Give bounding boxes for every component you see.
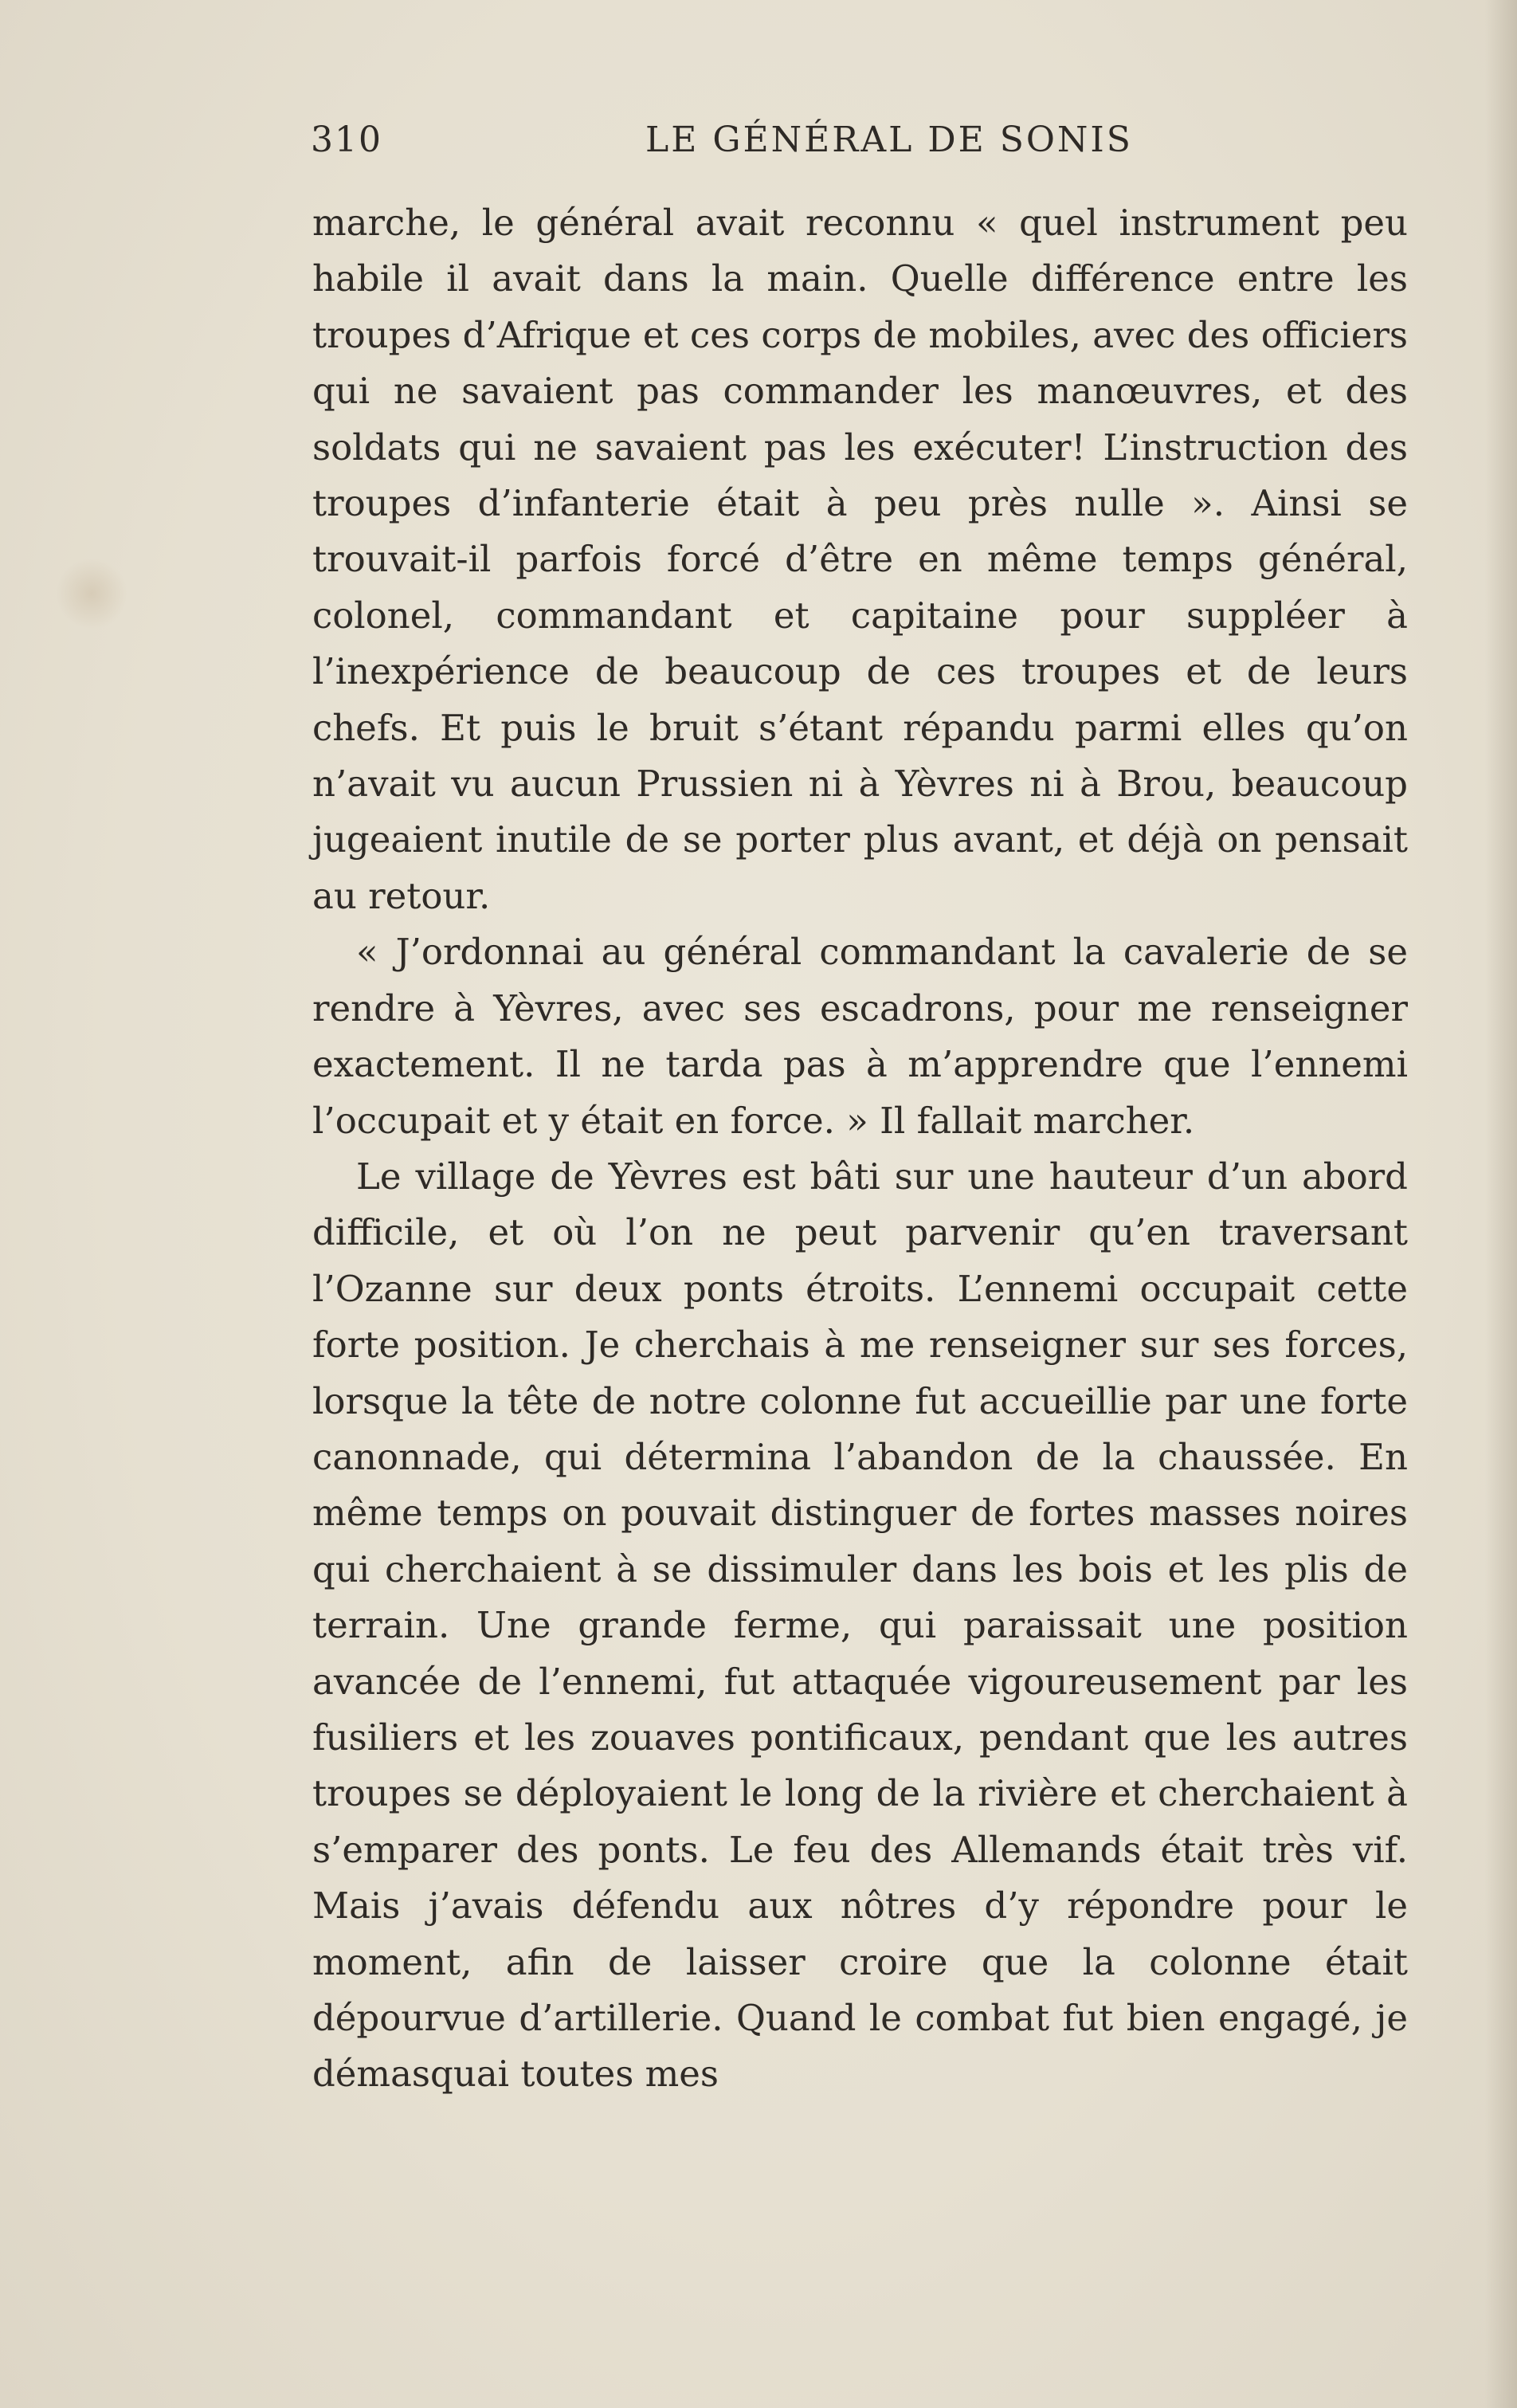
running-title: LE GÉNÉRAL DE SONIS (645, 120, 1133, 160)
paragraph-2: « J’ordonnai au général commandant la cavalerie de se rendre à Yèvres, avec ses escadrons, pour me renseigner exactement. Il ne tarda pas à m’apprendre que l’ennemi l’occupait et y était en force. » Il fallait marcher. (312, 931, 1408, 1142)
paragraph-3: Le village de Yèvres est bâti sur une hauteur d’un abord difficile, et où l’on ne peut parvenir qu’en traversant l’Ozanne sur deux ponts étroits. L’ennemi occupait cette forte position. Je cherchais à me renseigner sur ses forces, lorsque la tête de notre colonne fut accueillie par une forte canonnade, qui détermina l’abandon de la chaussée. En même temps on pouvait distinguer de fortes masses noires qui cherchaient à se dissimuler dans les bois et les plis de terrain. Une grande ferme, qui paraissait une position avancée de l’ennemi, fut attaquée vigoureusement par les fusiliers et les zouaves pontificaux, pendant que les autres troupes se déployaient le long de la rivière et cherchaient à s’emparer des ponts. Le feu des Allemands était très vif. Mais j’avais défendu aux nôtres d’y répondre pour le moment, afin de laisser croire que la colonne était dépourvue d’artillerie. Quand le combat fut bien engagé, je démasquai toutes mes (312, 1155, 1408, 2096)
paragraph-1: marche, le général avait reconnu « quel instrument peu habile il avait dans la main. Quelle différence entre les troupes d’Afrique et ces corps de mobiles, avec des officiers qui ne savaient pas commander les manœuvres, et des soldats qui ne savaient pas les exécuter! L’instruction des troupes d’infanterie était à peu près nulle ». Ainsi se trouvait-il parfois forcé d’être en même temps général, colonel, commandant et capitaine pour suppléer à l’inexpérience de beaucoup de ces troupes et de leurs chefs. Et puis le bruit s’étant répandu parmi elles qu’on n’avait vu aucun Prussien ni à Yèvres ni à Brou, beaucoup jugeaient inutile de se porter plus avant, et déjà on pensait au retour. (312, 202, 1408, 917)
paper-stain (56, 558, 127, 629)
page-header (311, 120, 1410, 175)
page-edge-shadow (1485, 0, 1517, 2408)
body-text (312, 195, 1408, 2103)
page-number: 310 (311, 120, 382, 160)
